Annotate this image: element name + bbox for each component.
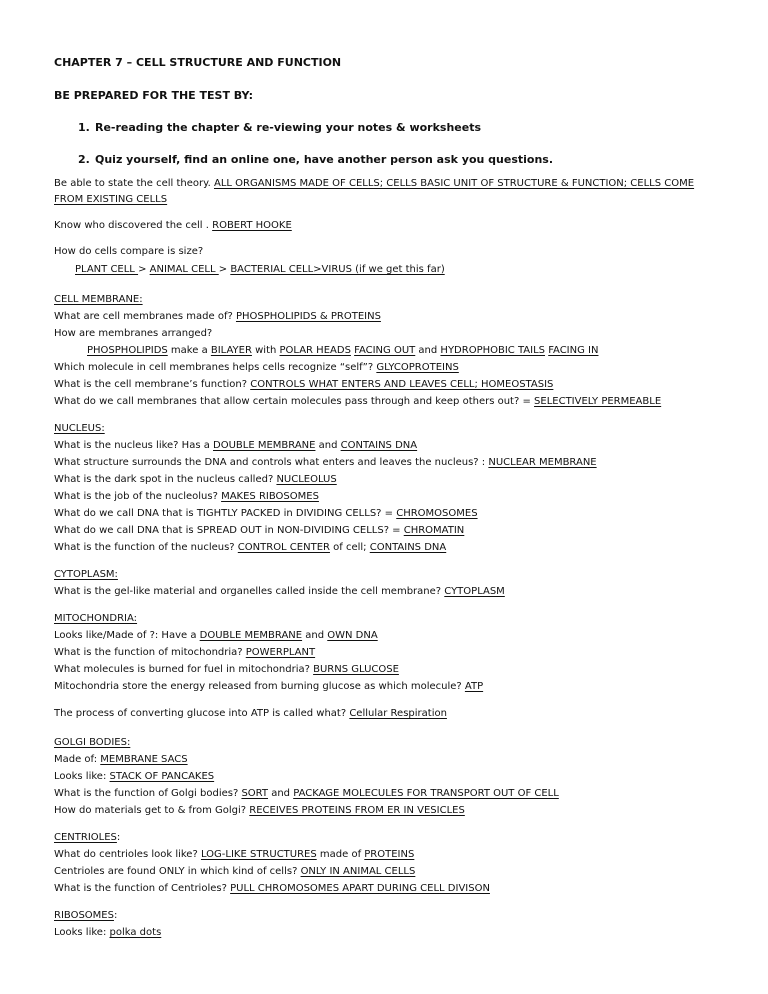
section-heading-nucleus: NUCLEUS: xyxy=(54,423,105,434)
answer-text: ATP xyxy=(464,681,484,692)
heading-colon: : xyxy=(113,910,118,921)
question-text: Made of: xyxy=(54,754,101,765)
prep-item-1-number: 1. xyxy=(78,121,90,134)
question-text: Looks like: xyxy=(54,771,110,782)
membrane-q3 xyxy=(54,362,459,374)
answer-text: CONTAINS DNA xyxy=(340,440,418,451)
section-heading-mitochondria: MITOCHONDRIA: xyxy=(54,613,138,624)
membrane-q4 xyxy=(54,379,553,391)
cell-theory-question xyxy=(54,178,694,190)
prep-item-1 xyxy=(78,122,481,134)
answer-text: HYDROPHOBIC TAILS xyxy=(440,345,546,356)
question-text: What is the function of Centrioles? xyxy=(54,883,231,894)
answer-text: CONTAINS DNA xyxy=(369,542,447,553)
connector-text: with xyxy=(251,345,280,356)
heading-colon: : xyxy=(116,832,121,843)
answer-text: NUCLEOLUS xyxy=(276,474,337,485)
nucleus-q7 xyxy=(54,542,446,554)
nucleus-q6 xyxy=(54,525,464,537)
mito-q3 xyxy=(54,664,399,676)
section-heading-cell-membrane: CELL MEMBRANE: xyxy=(54,294,143,305)
answer-text: CONTROL CENTER xyxy=(237,542,330,553)
answer-text: MEMBRANE SACS xyxy=(100,754,188,765)
answer-text: Cellular Respiration xyxy=(349,708,447,719)
answer-text: SORT xyxy=(241,788,269,799)
answer-text: NUCLEAR MEMBRANE xyxy=(488,457,597,468)
answer-text: PHOSPHOLIPIDS & PROTEINS xyxy=(235,311,381,322)
question-text: What is the job of the nucleolus? xyxy=(54,491,222,502)
heading-text: CENTRIOLES xyxy=(54,832,117,843)
question-text: What do we call DNA that is TIGHTLY PACKED in DIVIDING CELLS? = xyxy=(54,508,397,519)
answer-text: MAKES RIBOSOMES xyxy=(221,491,319,502)
question-text: What are cell membranes made of? xyxy=(54,311,236,322)
size-answer xyxy=(75,264,445,276)
answer-text: RECEIVES PROTEINS FROM ER IN VESICLES xyxy=(249,805,465,816)
answer-text: PULL CHROMOSOMES APART DURING CELL DIVISON xyxy=(230,883,490,894)
answer-text: OWN DNA xyxy=(327,630,378,641)
answer-text: POLAR HEADS xyxy=(279,345,351,356)
answer-text: CYTOPLASM xyxy=(444,586,505,597)
separator: > xyxy=(218,264,231,275)
connector-text: make a xyxy=(167,345,211,356)
connector-text: of cell; xyxy=(329,542,370,553)
question-text: What is the function of mitochondria? xyxy=(54,647,246,658)
answer-text: ANIMAL CELL xyxy=(149,264,219,275)
nucleus-q3 xyxy=(54,474,337,486)
answer-text: POWERPLANT xyxy=(245,647,316,658)
answer-text: FROM EXISTING CELLS xyxy=(54,194,168,205)
mito-q4 xyxy=(54,681,483,693)
answer-text: DOUBLE MEMBRANE xyxy=(213,440,316,451)
golgi-q1 xyxy=(54,754,188,766)
question-text: What is the cell membrane’s function? xyxy=(54,379,251,390)
question-text: What is the gel-like material and organelles called inside the cell membrane? xyxy=(54,586,445,597)
answer-text: PROTEINS xyxy=(364,849,415,860)
membrane-q2: How are membranes arranged? xyxy=(54,328,213,339)
answer-text: FACING IN xyxy=(548,345,599,356)
size-question: How do cells compare is size? xyxy=(54,246,204,257)
answer-text: ROBERT HOOKE xyxy=(212,220,292,231)
membrane-q5 xyxy=(54,396,661,408)
nucleus-q2 xyxy=(54,457,597,469)
cell-theory-answer-cont xyxy=(54,194,167,206)
answer-text: ALL ORGANISMS MADE OF CELLS; CELLS BASIC UNIT OF STRUCTURE & FUNCTION; CELLS COME xyxy=(213,178,695,189)
answer-text: polka dots xyxy=(109,927,162,938)
page-title: CHAPTER 7 – CELL STRUCTURE AND FUNCTION xyxy=(54,56,342,69)
answer-text: BILAYER xyxy=(210,345,252,356)
prep-item-2-text: Quiz yourself, find an online one, have another person ask you questions. xyxy=(95,153,554,166)
question-text: What is the dark spot in the nucleus called? xyxy=(54,474,277,485)
answer-text: CONTROLS WHAT ENTERS AND LEAVES CELL; HOMEOSTASIS xyxy=(250,379,554,390)
answer-text: SELECTIVELY PERMEABLE xyxy=(534,396,662,407)
discovered-question xyxy=(54,220,292,232)
answer-text: FACING OUT xyxy=(354,345,416,356)
cytoplasm-q1 xyxy=(54,586,505,598)
answer-text: BACTERIAL CELL>VIRUS (if we get this far) xyxy=(230,264,445,275)
prep-heading: BE PREPARED FOR THE TEST BY: xyxy=(54,89,253,102)
question-text: Be able to state the cell theory. xyxy=(54,178,214,189)
answer-text: STACK OF PANCAKES xyxy=(109,771,215,782)
answer-text: DOUBLE MEMBRANE xyxy=(199,630,303,641)
membrane-q1 xyxy=(54,311,381,323)
question-text: Centrioles are found ONLY in which kind of cells? xyxy=(54,866,301,877)
golgi-q2 xyxy=(54,771,214,783)
centrioles-q3 xyxy=(54,883,490,895)
golgi-q3 xyxy=(54,788,559,800)
connector-text: made of xyxy=(316,849,365,860)
question-text: What do we call DNA that is SPREAD OUT in NON-DIVIDING CELLS? = xyxy=(54,525,404,536)
answer-text: CHROMATIN xyxy=(403,525,465,536)
connector-text: and xyxy=(415,345,441,356)
question-text: What molecules is burned for fuel in mitochondria? xyxy=(54,664,314,675)
prep-item-2-number: 2. xyxy=(78,153,90,166)
answer-text: ONLY IN ANIMAL CELLS xyxy=(300,866,416,877)
question-text: What is the function of Golgi bodies? xyxy=(54,788,242,799)
nucleus-q1 xyxy=(54,440,417,452)
answer-text: BURNS GLUCOSE xyxy=(313,664,399,675)
question-text: Which molecule in cell membranes helps cells recognize “self”? xyxy=(54,362,377,373)
mito-q2 xyxy=(54,647,315,659)
prep-item-2 xyxy=(78,154,553,166)
heading-text: RIBOSOMES xyxy=(54,910,114,921)
answer-text: CHROMOSOMES xyxy=(396,508,478,519)
question-text: Know who discovered the cell . xyxy=(54,220,213,231)
answer-text: GLYCOPROTEINS xyxy=(376,362,459,373)
question-text: What structure surrounds the DNA and controls what enters and leaves the nucleus? : xyxy=(54,457,489,468)
section-heading-golgi: GOLGI BODIES: xyxy=(54,737,131,748)
question-text: What do we call membranes that allow certain molecules pass through and keep others out? = xyxy=(54,396,535,407)
ribosomes-q1 xyxy=(54,927,161,939)
answer-text: PACKAGE MOLECULES FOR TRANSPORT OUT OF CELL xyxy=(293,788,559,799)
section-heading-ribosomes xyxy=(54,910,117,922)
question-text: Looks like/Made of ?: Have a xyxy=(54,630,200,641)
prep-item-1-text: Re-reading the chapter & re-viewing your notes & worksheets xyxy=(95,121,482,134)
mito-q5 xyxy=(54,708,447,720)
connector-text: and xyxy=(268,788,294,799)
separator: > xyxy=(138,264,150,275)
question-text: What do centrioles look like? xyxy=(54,849,201,860)
membrane-arrangement-answer xyxy=(87,345,598,357)
question-text: Mitochondria store the energy released from burning glucose as which molecule? xyxy=(54,681,465,692)
centrioles-q2 xyxy=(54,866,415,878)
answer-text: LOG-LIKE STRUCTURES xyxy=(200,849,317,860)
nucleus-q4 xyxy=(54,491,319,503)
golgi-q4 xyxy=(54,805,465,817)
connector-text: and xyxy=(315,440,341,451)
question-text: What is the nucleus like? Has a xyxy=(54,440,214,451)
answer-text: PLANT CELL xyxy=(75,264,139,275)
answer-text: PHOSPHOLIPIDS xyxy=(87,345,168,356)
mito-q1 xyxy=(54,630,378,642)
question-text: How do materials get to & from Golgi? xyxy=(54,805,250,816)
question-text: Looks like: xyxy=(54,927,110,938)
question-text: The process of converting glucose into ATP is called what? xyxy=(54,708,350,719)
section-heading-cytoplasm: CYTOPLASM: xyxy=(54,569,118,580)
section-heading-centrioles xyxy=(54,832,120,844)
centrioles-q1 xyxy=(54,849,414,861)
nucleus-q5 xyxy=(54,508,478,520)
question-text: What is the function of the nucleus? xyxy=(54,542,238,553)
connector-text: and xyxy=(302,630,328,641)
